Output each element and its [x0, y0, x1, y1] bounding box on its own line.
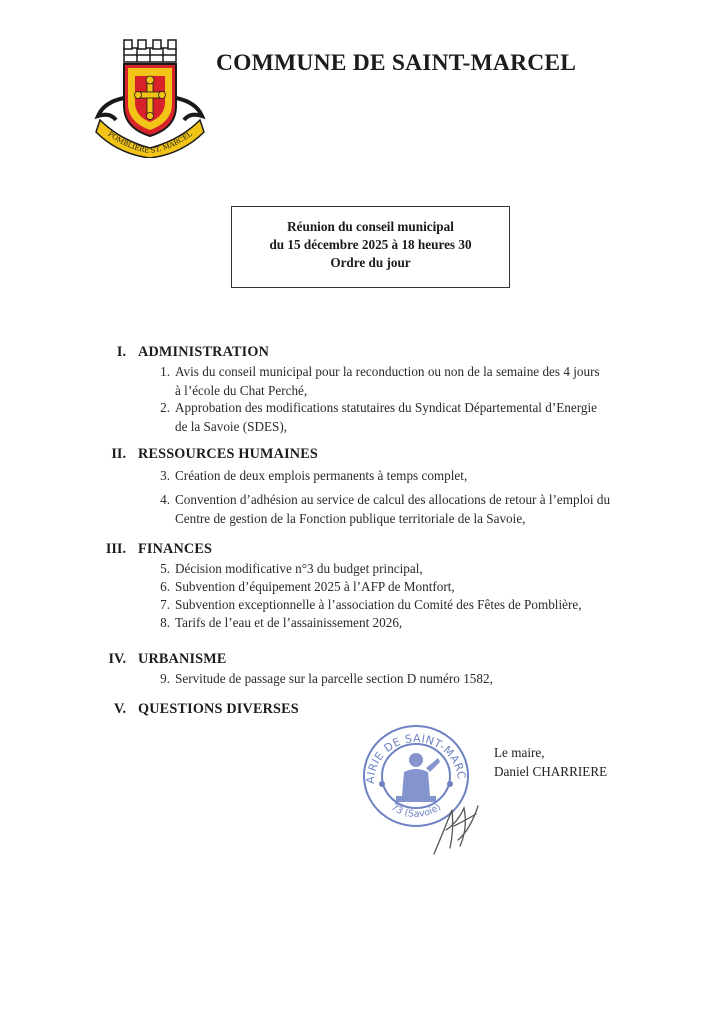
item-number: 2.	[160, 400, 170, 415]
section-numeral: V.	[114, 701, 126, 717]
item-number: 7.	[160, 597, 170, 612]
item-text: de la Savoie (SDES),	[175, 419, 288, 434]
meeting-date: du 15 décembre 2025 à 18 heures 30	[269, 237, 472, 252]
item-text: Subvention exceptionnelle à l’association du Comité des Fêtes de Pomblière,	[175, 597, 582, 612]
item-text: Servitude de passage sur la parcelle section D numéro 1582,	[175, 671, 493, 686]
section-title: URBANISME	[138, 651, 227, 667]
crest-ribbon-text: POMBLIERE ST. MARCEL	[106, 129, 194, 156]
stamp-text-top: AIRIE DE SAINT-MARC	[363, 731, 469, 785]
meeting-info-box	[231, 206, 510, 288]
section-title: FINANCES	[138, 541, 213, 557]
item-number: 3.	[160, 468, 170, 483]
handwritten-signature-icon	[424, 800, 486, 858]
agenda-label: Ordre du jour	[330, 255, 411, 270]
page-title: COMMUNE DE SAINT-MARCEL	[216, 50, 577, 76]
item-text: à l’école du Chat Perché,	[175, 383, 308, 398]
section-numeral: III.	[105, 541, 126, 557]
stamp-text-bottom: 73 (Savoie)	[388, 801, 444, 820]
section-title: RESSOURCES HUMAINES	[138, 446, 319, 462]
item-text: Décision modificative n°3 du budget principal,	[175, 561, 423, 576]
item-number: 9.	[160, 671, 170, 686]
item-text: Centre de gestion de la Fonction publique territoriale de la Savoie,	[175, 511, 526, 526]
item-text: Tarifs de l’eau et de l’assainissement 2026,	[175, 615, 403, 630]
section-numeral: II.	[111, 446, 126, 462]
signer-name: Daniel CHARRIERE	[494, 764, 608, 779]
meeting-title: Réunion du conseil municipal	[287, 219, 454, 234]
item-text: Convention d’adhésion au service de calcul des allocations de retour à l’emploi du	[175, 492, 611, 507]
section-numeral: I.	[116, 344, 126, 360]
item-text: Avis du conseil municipal pour la reconduction ou non de la semaine des 4 jours	[175, 364, 600, 379]
item-number: 8.	[160, 615, 170, 630]
section-numeral: IV.	[108, 651, 126, 667]
item-number: 6.	[160, 579, 170, 594]
signature-block	[494, 743, 607, 781]
item-text: Subvention d’équipement 2025 à l’AFP de Montfort,	[175, 579, 455, 594]
item-text: Création de deux emplois permanents à temps complet,	[175, 468, 468, 483]
section-title: QUESTIONS DIVERSES	[138, 701, 299, 717]
item-number: 4.	[160, 492, 170, 507]
item-number: 1.	[160, 364, 170, 379]
item-text: Approbation des modifications statutaires du Syndicat Départemental d’Energie	[175, 400, 598, 415]
coat-of-arms-icon	[90, 36, 210, 158]
signer-role: Le maire,	[494, 745, 545, 760]
item-number: 5.	[160, 561, 170, 576]
section-title: ADMINISTRATION	[138, 344, 270, 360]
